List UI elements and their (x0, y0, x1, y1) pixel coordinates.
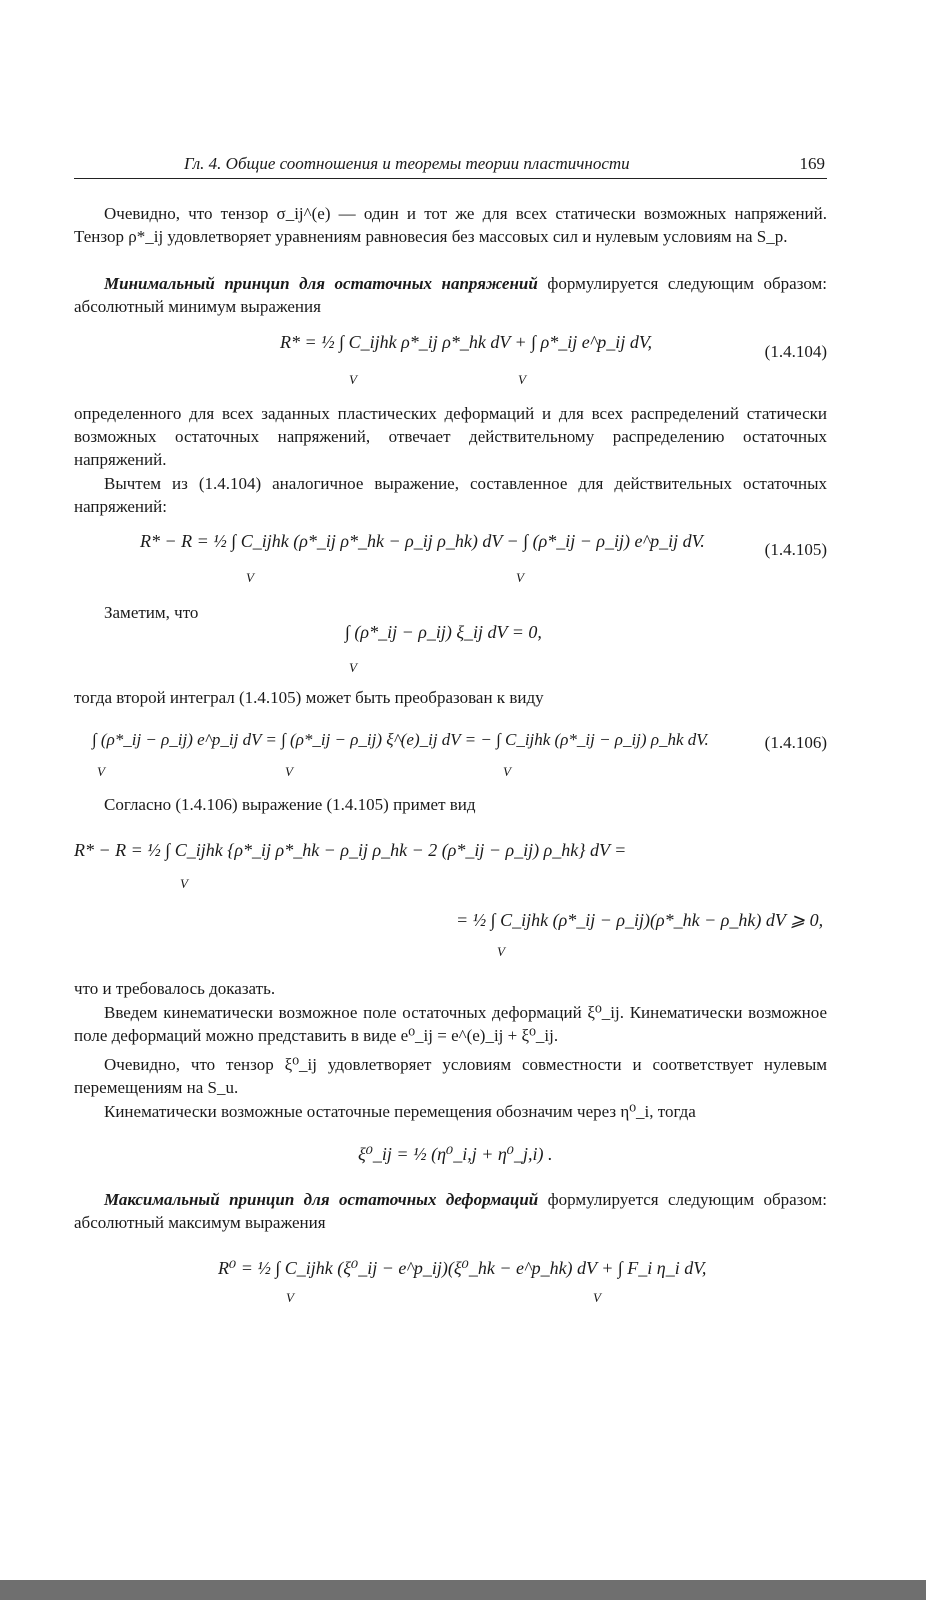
equation-1-4-105-body: R* − R = ½ ∫ C_ijhk (ρ*_ij ρ*_hk − ρ_ij ρ_hk) dV − ∫ (ρ*_ij − ρ_ij) e^p_ij dV. (140, 531, 705, 551)
volume-label: V (497, 944, 505, 959)
equation-number: (1.4.105) (764, 540, 827, 559)
volume-label: V (349, 660, 357, 675)
paragraph-1-text: Очевидно, что тензор σ_ij^(e) — один и тот же для всех статически возможных напряжений. Тензор ρ*_ij удовлетворяет уравнениям равновесия без массовых сил и нулевым условиям на S_p. (74, 204, 827, 246)
equation-number: (1.4.106) (764, 733, 827, 752)
equation-long-line-2 (456, 910, 823, 931)
paragraph-9-text: Введем кинематически возможное поле остаточных деформаций ξ⁰_ij. Кинематически возможное поле деформаций можно представить в виде e⁰_ij = e^(e)_ij + ξ⁰_ij. (74, 1003, 827, 1045)
paragraph-12 (74, 1188, 827, 1234)
volume-label: V (516, 570, 524, 585)
volume-label: V (285, 764, 293, 779)
volume-label: V (180, 876, 188, 891)
running-title: Гл. 4. Общие соотношения и теоремы теории пластичности (184, 154, 630, 173)
equation-R0 (218, 1258, 706, 1279)
scan-edge-bar (0, 1580, 926, 1600)
page-header (74, 154, 827, 179)
paragraph-11-text: Кинематически возможные остаточные перемещения обозначим через η⁰_i, тогда (104, 1102, 696, 1121)
principle-title-max: Максимальный принцип для остаточных деформаций (104, 1190, 539, 1209)
paragraph-10-text: Очевидно, что тензор ξ⁰_ij удовлетворяет условиям совместности и соответствует нулевым перемещениям на S_u. (74, 1055, 827, 1097)
paragraph-3 (74, 402, 827, 471)
equation-long-line-2-body: = ½ ∫ C_ijhk (ρ*_ij − ρ_ij)(ρ*_hk − ρ_hk) dV ⩾ 0, (456, 910, 824, 930)
paragraph-4-text: Вычтем из (1.4.104) аналогичное выражение, составленное для действительных остаточных напряжений: (74, 474, 827, 516)
equation-1-4-106-body: ∫ (ρ*_ij − ρ_ij) e^p_ij dV = ∫ (ρ*_ij − ρ_ij) ξ^(e)_ij dV = − ∫ C_ijhk (ρ*_ij − ρ_ij) ρ_hk dV. (92, 730, 709, 749)
paragraph-1 (74, 202, 827, 248)
volume-label: V (97, 764, 105, 779)
volume-label: V (349, 372, 357, 387)
equation-1-4-106 (92, 730, 709, 750)
page-number: 169 (799, 154, 825, 173)
paragraph-10 (74, 1053, 827, 1099)
paragraph-12-text: формулируется следующим образом: абсолютный максимум выражения (74, 1190, 827, 1232)
paragraph-6-text: тогда второй интеграл (1.4.105) может быть преобразован к виду (74, 688, 544, 707)
equation-zero-integral-body: ∫ (ρ*_ij − ρ_ij) ξ_ij dV = 0, (345, 622, 542, 642)
paragraph-7 (74, 793, 827, 816)
equation-zero-integral (345, 622, 542, 643)
equation-1-4-104-body: R* = ½ ∫ C_ijhk ρ*_ij ρ*_hk dV + ∫ ρ*_ij e^p_ij dV, (280, 332, 652, 352)
paragraph-3-text: определенного для всех заданных пластических деформаций и для всех распределений статически возможных остаточных напряжений, отвечает действительному распределению остаточных напряжений. (74, 404, 827, 469)
paragraph-8 (74, 977, 827, 1000)
equation-1-4-104 (280, 332, 652, 353)
paragraph-7-text: Согласно (1.4.106) выражение (1.4.105) примет вид (104, 795, 476, 814)
paragraph-6 (74, 686, 827, 709)
paragraph-9 (74, 1001, 827, 1047)
volume-label: V (503, 764, 511, 779)
paragraph-2 (74, 272, 827, 318)
equation-long-line-1 (74, 840, 626, 861)
volume-label: V (286, 1290, 294, 1305)
equation-xi-definition (358, 1144, 553, 1165)
paragraph-11 (74, 1100, 827, 1123)
paragraph-8-text: что и требовалось доказать. (74, 979, 276, 998)
equation-long-line-1-body: R* − R = ½ ∫ C_ijhk {ρ*_ij ρ*_hk − ρ_ij ρ_hk − 2 (ρ*_ij − ρ_ij) ρ_hk} dV = (74, 840, 627, 860)
volume-label: V (593, 1290, 601, 1305)
paragraph-5 (74, 601, 827, 624)
paragraph-2-text: формулируется следующим образом: абсолютный минимум выражения (74, 274, 827, 316)
equation-1-4-105 (140, 531, 705, 552)
equation-xi-definition-body: ξ⁰_ij = ½ (η⁰_i,j + η⁰_j,i) . (358, 1144, 553, 1164)
principle-title-min: Минимальный принцип для остаточных напряжений (104, 274, 538, 293)
paragraph-4 (74, 472, 827, 518)
volume-label: V (246, 570, 254, 585)
paragraph-5-text: Заметим, что (104, 603, 199, 622)
equation-R0-body: R⁰ = ½ ∫ C_ijhk (ξ⁰_ij − e^p_ij)(ξ⁰_hk − e^p_hk) dV + ∫ F_i η_i dV, (218, 1258, 707, 1278)
equation-number: (1.4.104) (764, 342, 827, 361)
volume-label: V (518, 372, 526, 387)
